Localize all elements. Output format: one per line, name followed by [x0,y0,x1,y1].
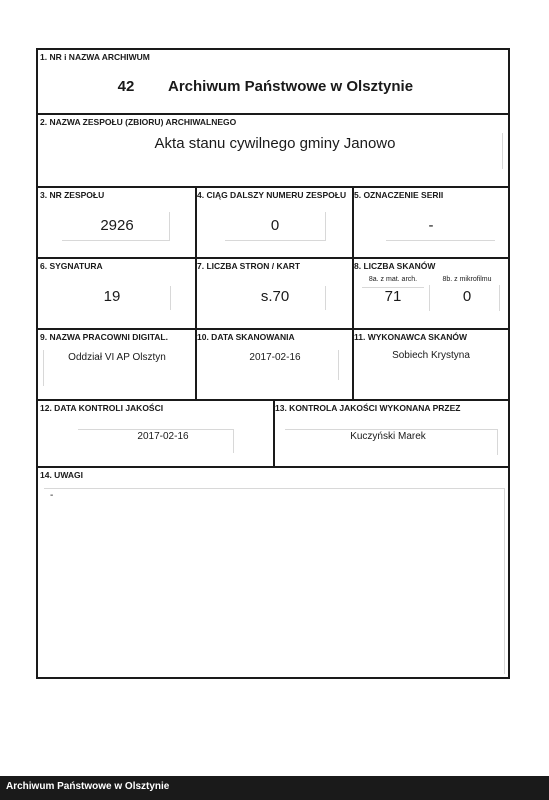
qc-by-value: Kuczyński Marek [350,431,426,442]
scan-date-value: 2017-02-16 [249,352,301,363]
archive-name: Archiwum Państwowe w Olsztynie [168,78,414,95]
notes-section [38,466,508,677]
scans-archival-label: 8a. z mat. arch. [368,276,418,283]
fonds-continuation-label: 4. CIĄG DALSZY NUMERU ZESPOŁU [197,190,347,200]
footer-text: Archiwum Państwowe w Olsztynie [6,781,170,792]
signature-label: 6. SYGNATURA [40,261,103,271]
fonds-name-label: 2. NAZWA ZESPOŁU (ZBIORU) ARCHIWALNEGO [40,117,237,127]
scans-label: 8. LICZBA SKANÓW [354,261,436,271]
digitization-lab-value: Oddział VI AP Olsztyn [68,352,166,363]
fonds-continuation-value: 0 [270,217,280,234]
qc-date-label: 12. DATA KONTROLI JAKOŚCI [40,403,164,413]
scans-microfilm-value: 0 [462,288,472,305]
qc-by-label: 13. KONTROLA JAKOŚCI WYKONANA PRZEZ [275,403,461,413]
archive-number: 42 [117,78,135,95]
fonds-number-section [38,186,195,257]
scan-date-section [195,328,352,399]
archive-section [38,50,508,113]
scans-section [352,257,508,328]
signature-value: 19 [103,288,121,305]
footer-bar [0,776,549,800]
pages-value: s.70 [260,288,290,305]
qc-date-section [38,399,273,466]
scans-microfilm-label: 8b. z mikrofilmu [442,276,492,283]
notes-label: 14. UWAGI [40,470,83,480]
digitization-lab-label: 9. NAZWA PRACOWNI DIGITAL. [40,332,168,342]
fonds-number-label: 3. NR ZESPOŁU [40,190,105,200]
qc-date-value: 2017-02-16 [137,431,189,442]
archive-label: 1. NR i NAZWA ARCHIWUM [40,52,150,62]
series-value: - [428,217,434,234]
scanner-value: Sobiech Krystyna [392,350,470,361]
scan-date-label: 10. DATA SKANOWANIA [197,332,295,342]
scans-archival-value: 71 [384,288,402,305]
signature-section [38,257,195,328]
scanner-section [352,328,508,399]
notes-value: - [50,490,54,501]
pages-section [195,257,352,328]
fonds-number-value: 2926 [100,217,134,234]
pages-label: 7. LICZBA STRON / KART [197,261,301,271]
series-section [352,186,508,257]
digitization-lab-section [38,328,195,399]
qc-by-section [273,399,508,466]
scanner-label: 11. WYKONAWCA SKANÓW [354,332,468,342]
fonds-name-value: Akta stanu cywilnego gminy Janowo [154,135,396,152]
fonds-name-section [38,113,508,186]
series-label: 5. OZNACZENIE SERII [354,190,444,200]
fonds-continuation-section [195,186,352,257]
metadata-form [36,48,510,679]
